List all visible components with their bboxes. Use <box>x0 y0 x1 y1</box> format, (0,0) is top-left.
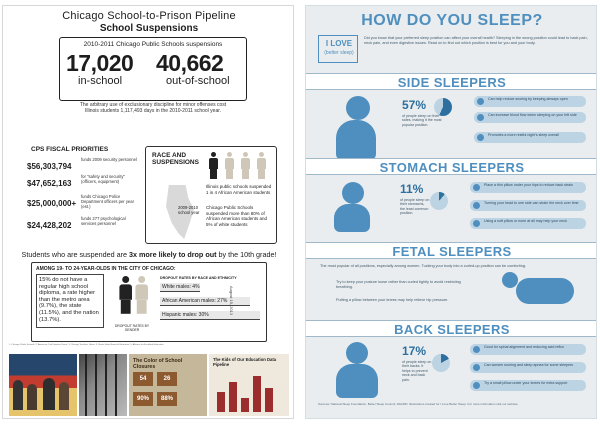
tip-text: Good for spinal alignment and reducing acid reflux <box>484 345 565 349</box>
tip-pill <box>470 218 586 229</box>
thumbnail-title: The Kids of Our Education Data Pipeline <box>213 357 277 367</box>
bar-line <box>85 354 87 416</box>
logo-text: I LOVE <box>325 39 353 48</box>
bar-label: White males: 4% <box>162 284 200 290</box>
person-icon <box>256 152 267 180</box>
race-box <box>145 146 277 244</box>
logo-text: (better sleep) <box>324 50 354 56</box>
note-line: The arbitrary use of exclusionary discipline for minor offenses cost <box>79 102 227 108</box>
fiscal-row <box>27 216 137 238</box>
brand-logo <box>318 35 358 63</box>
tip-icon <box>477 98 484 105</box>
person-silhouette <box>13 380 23 410</box>
person-icon <box>224 152 235 180</box>
sleeper-body-icon <box>336 120 376 160</box>
tip-pill <box>470 362 586 373</box>
publication-date: August 15, 2013 <box>229 286 234 316</box>
fiscal-text: funds 2009 security personnel <box>81 157 137 162</box>
fetal-sleepers-banner <box>306 242 597 259</box>
stomach-pie <box>430 192 448 210</box>
dropout-prefix: Students who are suspended are <box>21 250 130 259</box>
fiscal-text: funds Chicago Police Department officers per year (est.) <box>81 194 134 209</box>
stomach-percent: 11% <box>400 182 424 196</box>
source-notes: 1. Chicago Public Schools. 2. American Civil Liberties Union. 3. Chicago Teachers Union. 4. Illinois State Board of Education. 5. Alliance for Excellent Education. <box>9 344 164 346</box>
person-icon <box>208 152 219 180</box>
stomach-percent-text: of people sleep on their stomachs, the least common position. <box>400 198 430 216</box>
tip-icon <box>473 202 480 209</box>
tip-pill <box>470 380 586 391</box>
section-title: BACK SLEEPERS <box>394 322 510 337</box>
race-fact: Illinois public schools suspended 1 in 4 African American students <box>206 184 272 195</box>
tip-text: Can worsen snoring and sleep apnea for some sleepers <box>484 363 574 367</box>
thumbnail-bar <box>265 388 273 412</box>
tip-icon <box>477 134 484 141</box>
tip-text: Place a thin pillow under your hips to reduce back strain <box>484 183 573 187</box>
sleeper-head-icon <box>346 342 368 364</box>
section-title: FETAL SLEEPERS <box>392 244 512 259</box>
person-icon <box>134 276 149 315</box>
fiscal-row <box>27 194 137 216</box>
fiscal-amount: $25,000,000+ <box>27 199 77 208</box>
tip-text: Can increase blood flow when sleeping on your left side <box>488 113 577 117</box>
tip-pill <box>470 182 586 193</box>
tip-pill <box>470 344 586 355</box>
dropout-emphasis: 3x more likely to drop out <box>129 250 217 259</box>
thumbnail-bar <box>217 392 225 412</box>
stat-tile: 90% <box>133 392 153 406</box>
fetal-text: Try to keep your posture loose rather than curled tightly to avoid restricting breathing. <box>336 280 461 289</box>
ages-fact: 15% do not have a regular high school diploma, a rate higher than the metro area (9.7%), the state (11.5%), and the nation (13.7%). <box>36 274 104 328</box>
stomach-sleepers-banner <box>306 158 597 175</box>
race-bars-title: DROPOUT RATES BY RACE AND ETHNICITY <box>160 276 237 280</box>
fiscal-text: for "safety and security" (officers, equipment) <box>81 174 125 184</box>
fiscal-amount: $47,652,163 <box>27 179 72 188</box>
note-line: Illinois students 1,117,493 days in the 2010-2011 school year. <box>84 108 222 114</box>
sleeper-head-icon <box>346 96 370 120</box>
tip-text: Try a small pillow under your knees for extra support <box>484 381 568 385</box>
bar-line <box>105 354 107 416</box>
bar-label: African American males: 27% <box>162 298 228 304</box>
gender-label: DROPOUT RATES BY GENDER <box>114 324 150 332</box>
person-silhouette <box>43 378 55 410</box>
out-school-count: 40,662 <box>156 50 224 76</box>
back-percent-text: of people sleep on their backs. It helps to prevent neck and back pain. <box>402 360 432 382</box>
sleep-infographic <box>305 5 597 419</box>
sleep-intro: Did you know that your preferred sleep position can affect your overall health? Sleeping in the wrong position could lead to back pain, neck pain, and even digestive issues. Read on to find out which position is best for you and your body. <box>364 36 588 45</box>
tip-pill <box>470 200 586 211</box>
person-silhouette <box>59 382 69 410</box>
fiscal-amount: $24,428,202 <box>27 221 72 230</box>
sleeper-body-icon <box>336 364 378 398</box>
side-percent-text: of people sleep on their sides, making it the most popular position. <box>402 114 442 127</box>
infographic-subtitle: School Suspensions <box>99 23 199 34</box>
tip-text: Turning your head to one side can strain the neck over time <box>484 201 579 205</box>
person-silhouette <box>27 384 37 410</box>
stat-tile: 88% <box>157 392 177 406</box>
suspensions-heading: 2010-2011 Chicago Public Schools suspensions <box>83 41 223 48</box>
thumbnail-bar <box>229 382 237 412</box>
sleep-title: HOW DO YOU SLEEP? <box>361 12 543 29</box>
fiscal-amount: $56,303,794 <box>27 162 72 171</box>
back-pie <box>432 354 450 372</box>
bar-line <box>95 354 97 416</box>
back-sleepers-banner <box>306 320 597 337</box>
person-icon <box>118 276 133 315</box>
sleeper-head-icon <box>502 272 518 288</box>
school-closures-thumbnail <box>129 354 207 416</box>
person-icon <box>240 152 251 180</box>
bar-label: Hispanic males: 30% <box>162 312 209 318</box>
race-fact: Chicago Public Schools suspended more than 80% of African American students and 5% of white students <box>206 205 268 227</box>
prison-pipeline-infographic <box>2 5 294 419</box>
section-title: STOMACH SLEEPERS <box>379 160 525 175</box>
sleeper-body-icon <box>516 278 574 304</box>
prison-bars-photo <box>79 354 127 416</box>
thumbnail-bar <box>253 376 261 412</box>
gender-figures <box>112 276 152 336</box>
dropout-bar <box>160 311 260 320</box>
dropout-suffix: by the 10th grade! <box>216 250 277 259</box>
fiscal-row <box>27 174 137 196</box>
suspensions-note <box>59 102 247 114</box>
protest-photo <box>9 354 77 416</box>
in-school-count: 17,020 <box>66 50 134 76</box>
tip-text: Can help reduce snoring by keeping airways open <box>488 97 568 101</box>
sleeper-body-icon <box>334 204 370 232</box>
tip-icon <box>473 220 480 227</box>
fiscal-text: funds 277 psychological services personnel <box>81 216 126 226</box>
tip-text: Using a soft pillow or none at all may help your neck <box>484 219 567 223</box>
dropout-bar <box>160 283 200 292</box>
infographic-title: Chicago School-to-Prison Pipeline <box>62 10 236 22</box>
tip-icon <box>477 114 484 121</box>
side-percent: 57% <box>402 98 427 112</box>
section-title: SIDE SLEEPERS <box>397 75 507 90</box>
dropout-bar <box>160 297 250 306</box>
in-school-label: in-school <box>78 75 123 87</box>
sleeper-head-icon <box>342 182 364 204</box>
tip-pill <box>474 112 586 123</box>
tip-text: Promotes a more restful night's sleep overall <box>488 133 559 137</box>
race-year: 2009-2010 school year <box>178 205 200 215</box>
thumbnail-bar <box>241 398 249 412</box>
fiscal-title: CPS FISCAL PRIORITIES <box>31 146 109 153</box>
tip-icon <box>473 382 480 389</box>
bar-line <box>115 354 117 416</box>
fetal-text: Putting a pillow between your knees may help relieve hip pressure. <box>336 298 449 302</box>
thumbnail-title: The Color of School Closures <box>133 358 183 370</box>
tip-icon <box>473 346 480 353</box>
tip-pill <box>474 96 586 107</box>
suspensions-box <box>59 37 247 101</box>
fetal-text: The most popular of all positions, especially among women. Tucking your body into a curled-up position can be comforting. <box>320 264 526 268</box>
data-pipeline-thumbnail <box>209 354 289 416</box>
race-title: RACE AND SUSPENSIONS <box>152 152 199 166</box>
stat-tile: 54 <box>133 372 153 386</box>
stat-tile: 26 <box>157 372 177 386</box>
ages-title: AMONG 19- TO 24-YEAR-OLDS IN THE CITY OF CHICAGO: <box>36 266 176 272</box>
side-sleepers-banner <box>306 73 597 90</box>
tip-icon <box>473 184 480 191</box>
tip-icon <box>473 364 480 371</box>
out-school-label: out-of-school <box>166 75 230 87</box>
sleep-footer: Sources: National Sleep Foundation, Better Sleep Council, WebMD. Illustrations created for I Love Better Sleep. For more information visit our website. <box>318 402 519 406</box>
back-percent: 17% <box>402 344 427 358</box>
dropout-headline <box>9 250 289 259</box>
tip-pill <box>474 132 586 143</box>
